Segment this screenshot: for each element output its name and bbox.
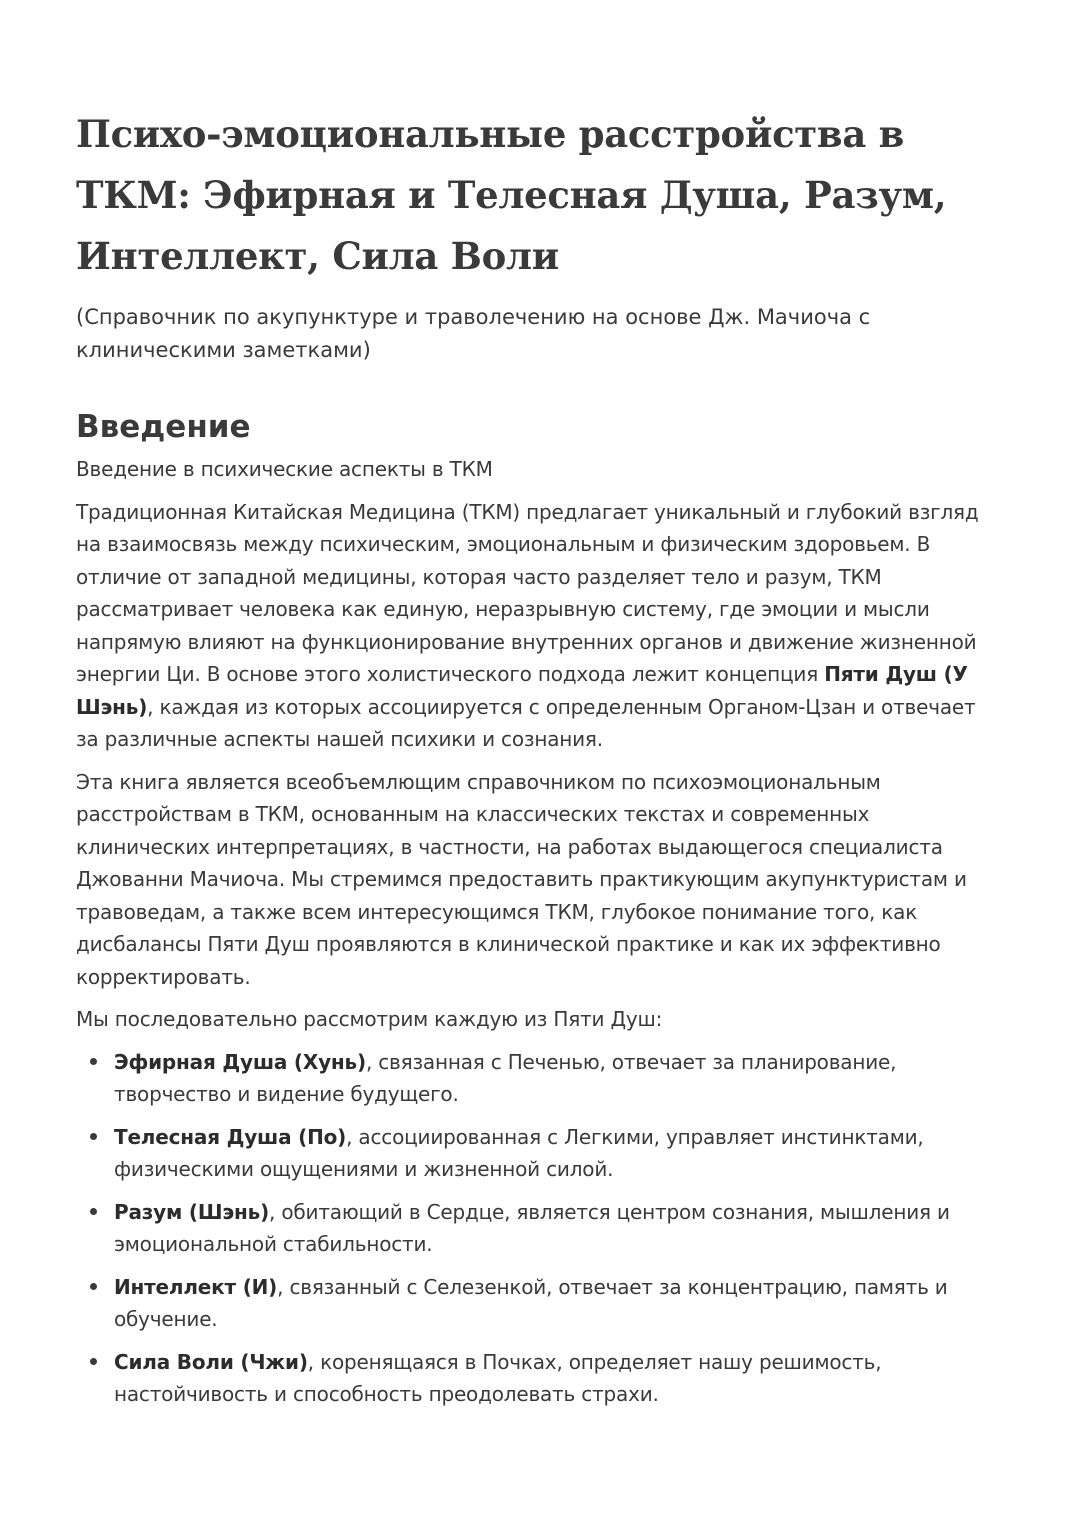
list-item <box>76 1121 1000 1186</box>
list-item-text: , связанная с Печенью, отвечает за планирование, творчество и видение будущего. <box>114 1049 897 1106</box>
list-item-text: , обитающий в Сердце, является центром сознания, мышления и эмоциональной стабильности. <box>114 1199 950 1256</box>
five-souls-list <box>76 1046 1000 1411</box>
list-item-term: Телесная Душа (По) <box>114 1124 347 1149</box>
bullet-icon <box>90 1133 97 1140</box>
paragraph-tcm-overview <box>76 496 1000 756</box>
bullet-icon <box>90 1283 97 1290</box>
list-item <box>76 1346 1000 1411</box>
bullet-icon <box>90 1058 97 1065</box>
bullet-icon <box>90 1358 97 1365</box>
list-item-term: Разум (Шэнь) <box>114 1199 270 1224</box>
lead-paragraph: Введение в психические аспекты в ТКМ <box>76 457 493 481</box>
paragraph-book-purpose: Эта книга является всеобъемлющим справочником по психоэмоциональным расстройствам в ТКМ, основанным на классических текстах и современных клинических интерпретациях, в частности, на работах выдающегося специалиста Джованни Мачиоча. Мы стремимся предоставить практикующим акупунктуристам и травоведам, а также всем интересующимся ТКМ, глубокое понимание того, как дисбалансы Пяти Душ проявляются в клинической практике и как их эффективно корректировать. <box>76 769 967 989</box>
list-item-term: Интеллект (И) <box>114 1274 278 1299</box>
list-item <box>76 1196 1000 1261</box>
section-heading-introduction: Введение <box>76 409 251 445</box>
list-item-text: , ассоциированная с Легкими, управляет инстинктами, физическими ощущениями и жизненной силой. <box>114 1124 924 1181</box>
list-item-term: Эфирная Душа (Хунь) <box>114 1049 366 1074</box>
document-page <box>76 104 1000 1421</box>
paragraph-text: , каждая из которых ассоциируется с определенным Органом-Цзан и отвечает за различные аспекты нашей психики и сознания. <box>76 694 976 751</box>
list-item-text: , коренящаяся в Почках, определяет нашу решимость, настойчивость и способность преодолевать страхи. <box>114 1349 882 1406</box>
bold-term: Пяти Душ (У Шэнь) <box>76 662 968 719</box>
list-item <box>76 1271 1000 1336</box>
list-item-text: , связанный с Селезенкой, отвечает за концентрацию, память и обучение. <box>114 1274 948 1331</box>
document-title: Психо-эмоциональные расстройства в ТКМ: Эфирная и Телесная Душа, Разум, Интеллект, Сила Воли <box>76 112 947 278</box>
list-item-term: Сила Воли (Чжи) <box>114 1349 308 1374</box>
bullet-icon <box>90 1208 97 1215</box>
list-item <box>76 1046 1000 1111</box>
paragraph-text: Традиционная Китайская Медицина (ТКМ) предлагает уникальный и глубокий взгляд на взаимосвязь между психическим, эмоциональным и физическим здоровьем. В отличие от западной медицины, которая часто разделяет тело и разум, ТКМ рассматривает человека как единую, неразрывную систему, где эмоции и мысли напрямую влияют на функционирование внутренних органов и движение жизненной энергии Ци. В основе этого холистического подхода лежит концепция <box>76 499 979 686</box>
document-subtitle: (Справочник по акупунктуре и траволечению на основе Дж. Мачиоча с клиническими заметками) <box>76 305 871 362</box>
list-intro: Мы последовательно рассмотрим каждую из Пяти Душ: <box>76 1007 663 1031</box>
